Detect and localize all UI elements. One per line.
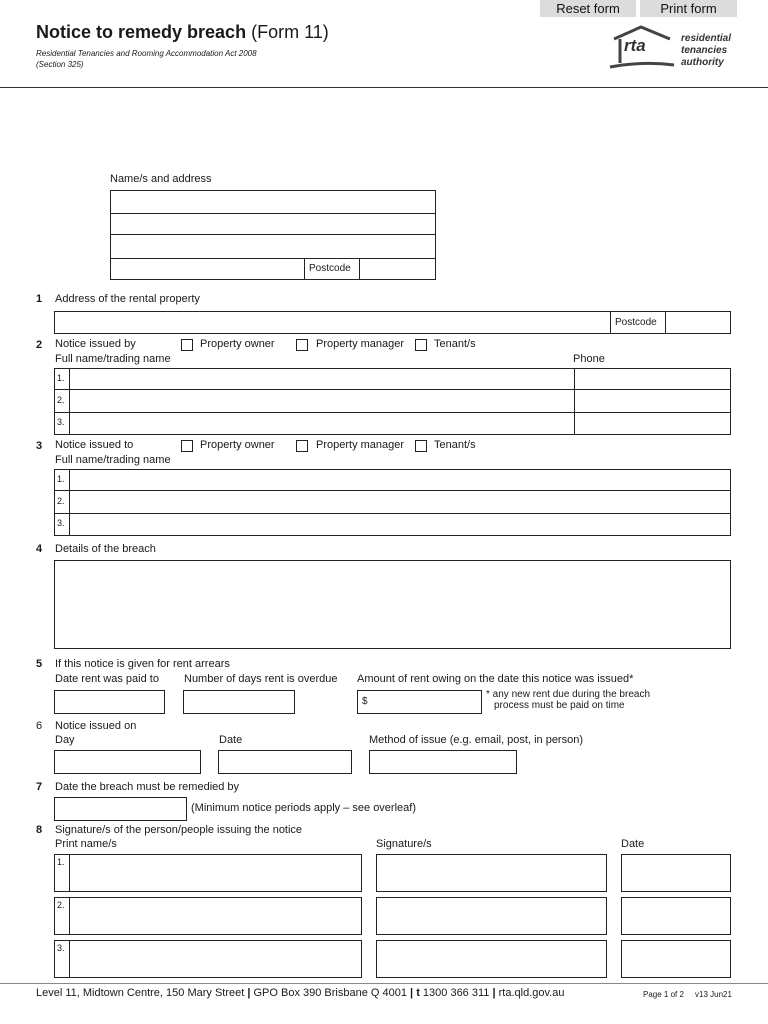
section-3-label: Notice issued to [55,439,134,451]
issued-to-name-input-2[interactable] [71,492,730,512]
footer-t: t [416,987,420,999]
sign-row-1-number: 1. [57,857,65,867]
issued-by-owner-checkbox[interactable] [181,339,193,351]
name-address-line-3[interactable] [110,234,436,259]
sign-row-3-number: 3. [57,943,65,953]
section-1-number: 1 [36,293,43,305]
amount-note-line-1: * any new rent due during the breach [486,689,650,700]
rental-address-input[interactable] [54,311,611,334]
amount-owing-input[interactable] [357,690,482,714]
issued-by-phone-input-3[interactable] [576,413,730,434]
issued-by-name-input-1[interactable] [71,369,573,388]
issued-to-row-divider-1 [54,490,731,491]
sign-date-input-1[interactable] [621,854,731,892]
section-8-number: 8 [36,824,43,836]
logo-name [681,33,731,69]
sign-date-input-3[interactable] [621,940,731,978]
section-ref: (Section 325) [36,60,84,69]
rental-postcode-input[interactable] [665,311,731,334]
date-paid-label: Date rent was paid to [55,673,159,685]
section-5-number: 5 [36,658,43,670]
footer-address: Level 11, Midtown Centre, 150 Mary Street [36,987,245,999]
rta-logo [608,25,678,71]
issued-to-name-header: Full name/trading name [55,454,171,466]
signature-input-3[interactable] [376,940,607,978]
amount-note-line-2: process must be paid on time [494,700,625,711]
section-8-label: Signature/s of the person/people issuing the notice [55,824,303,836]
logo-rta-text: rta [624,36,646,55]
section-7-label: Date the breach must be remedied by [55,781,240,793]
issue-date-input[interactable] [218,750,352,774]
footer-web: rta.qld.gov.au [498,987,565,999]
print-name-input-2[interactable] [54,897,362,935]
issued-to-tenant-checkbox[interactable] [415,440,427,452]
section-4-number: 4 [36,543,43,555]
issue-day-input[interactable] [54,750,201,774]
logo-line-1: residential [681,33,732,44]
issued-by-tenant-label: Tenant/s [434,338,476,350]
form-number: (Form 11) [251,22,329,42]
issued-by-phone-input-2[interactable] [576,391,730,411]
footer-version: v13 Jun21 [695,990,732,999]
section-6-number: 6 [36,720,43,732]
rental-postcode-label: Postcode [615,317,657,328]
print-name-input-1[interactable] [54,854,362,892]
name-address-line-1[interactable] [110,190,436,214]
logo-line-2: tenancies [681,45,728,56]
issue-day-label: Day [55,734,75,746]
issued-by-row-1-number: 1. [57,373,65,383]
issued-to-tenant-label: Tenant/s [434,439,476,451]
issued-by-tenant-checkbox[interactable] [415,339,427,351]
breach-details-textarea[interactable] [54,560,731,649]
issued-to-row-2-number: 2. [57,496,65,506]
postcode-label: Postcode [309,263,351,274]
section-6-label: Notice issued on [55,720,137,732]
section-2-label: Notice issued by [55,338,136,350]
footer-page: Page 1 of 2 [643,990,684,999]
issued-by-row-divider-1 [54,389,731,390]
header-divider [0,87,768,88]
sign-row-2-num-divider [69,897,70,935]
print-form-button[interactable]: Print form [640,0,737,17]
signature-input-2[interactable] [376,897,607,935]
act-name: Residential Tenancies and Rooming Accommodation Act 2008 [36,49,257,58]
issue-date-label: Date [219,734,243,746]
address-block-label: Name/s and address [110,173,212,185]
page-title [36,22,329,43]
issued-to-name-input-1[interactable] [71,470,730,489]
section-2-number: 2 [36,339,43,351]
print-name-input-3[interactable] [54,940,362,978]
sign-row-3-num-divider [69,940,70,978]
issued-to-num-col-divider [69,469,70,536]
issued-to-row-3-number: 3. [57,518,65,528]
signature-header: Signature/s [376,838,432,850]
section-5-label: If this notice is given for rent arrears [55,658,230,670]
issued-by-name-input-3[interactable] [71,413,573,434]
issued-by-manager-checkbox[interactable] [296,339,308,351]
issued-by-phone-col-divider [574,368,575,435]
issued-by-owner-label: Property owner [200,338,275,350]
section-3-number: 3 [36,440,43,452]
issued-by-phone-input-1[interactable] [576,369,730,388]
sign-date-header: Date [621,838,645,850]
print-name-header: Print name/s [55,838,117,850]
footer-gpo: GPO Box 390 Brisbane Q 4001 [253,987,407,999]
issued-to-owner-checkbox[interactable] [181,440,193,452]
footer-phone: 1300 366 311 [422,987,490,999]
remedy-date-input[interactable] [54,797,187,821]
issued-by-phone-header: Phone [573,353,605,365]
issue-method-input[interactable] [369,750,517,774]
issued-to-row-1-number: 1. [57,474,65,484]
issued-to-manager-label: Property manager [316,439,405,451]
section-4-label: Details of the breach [55,543,156,555]
days-overdue-label: Number of days rent is overdue [184,673,338,685]
issued-to-manager-checkbox[interactable] [296,440,308,452]
address-postcode-input[interactable] [359,258,436,280]
sign-row-2-number: 2. [57,900,65,910]
issued-by-manager-label: Property manager [316,338,405,350]
amount-owing-label: Amount of rent owing on the date this notice was issued* [357,673,634,685]
remedy-date-note: (Minimum notice periods apply – see overleaf) [191,802,416,814]
issue-method-label: Method of issue (e.g. email, post, in person) [369,734,583,746]
issued-to-name-input-3[interactable] [71,514,730,535]
signature-input-1[interactable] [376,854,607,892]
reset-form-button[interactable]: Reset form [540,0,636,17]
logo-line-3: authority [681,57,724,68]
sign-row-1-num-divider [69,854,70,892]
currency-symbol: $ [362,696,368,707]
date-paid-input[interactable] [54,690,165,714]
footer-divider [0,983,768,984]
section-7-number: 7 [36,781,43,793]
name-address-line-2[interactable] [110,213,436,235]
issued-by-row-3-number: 3. [57,417,65,427]
issued-by-name-header: Full name/trading name [55,353,171,365]
issued-by-name-input-2[interactable] [71,391,573,411]
sign-date-input-2[interactable] [621,897,731,935]
issued-by-num-col-divider [69,368,70,435]
issued-by-row-2-number: 2. [57,395,65,405]
days-overdue-input[interactable] [183,690,295,714]
footer-contact: Level 11, Midtown Centre, 150 Mary Street | GPO Box 390 Brisbane Q 4001 | t 1300 366 311 | rta.qld.gov.au [36,987,565,999]
name-address-line-4[interactable] [110,258,305,280]
issued-to-owner-label: Property owner [200,439,275,451]
title-text: Notice to remedy breach [36,22,247,42]
section-1-label: Address of the rental property [55,293,200,305]
